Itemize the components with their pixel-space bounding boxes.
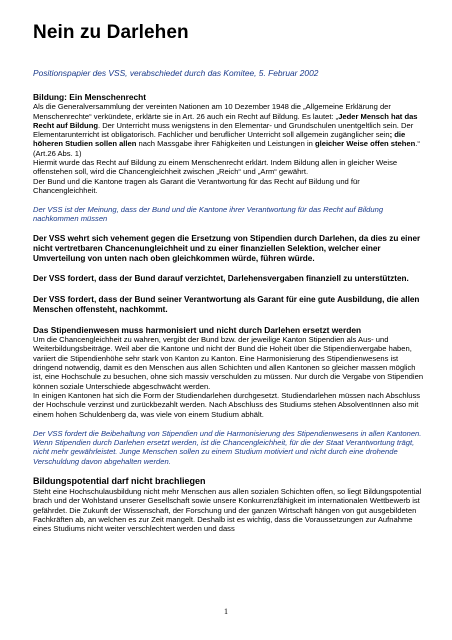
bold-text-run: gleicher Weise offen stehen	[314, 139, 416, 149]
section-heading: Bildungspotential darf nicht brachliegen	[33, 476, 206, 487]
text-run: Als die Generalversammlung der vereinten Nationen am 10 Dezember 1948 die „Allgemeine Erklärung der Menschenrechte“ verkündete, erklärte sie in Art. 26 auch ein Recht auf Bildung. Es lautet: „	[33, 102, 391, 121]
document-body	[33, 92, 425, 534]
paragraph: Steht eine Hochschulausbildung nicht mehr Menschen aus allen sozialen Schichten offen, so liegt Bildungspotential brach und der Wohlstand unserer Gesellschaft sowie unsere Konkurrenzfähigkeit im internationalen Wettbewerb ist gefährdet. Die Zukunft der Wissenschaft, der Forschung und der ganzen Wirtschaft hängen von gut ausgebildeten Fachkräften ab, an welchen es zur Zeit mangelt. Deshalb ist es wichtig, dass die Voraussetzungen zur Aufnahme eines Studiums nicht weiter verschlechtert werden und dass	[33, 487, 422, 534]
bold-text-run: Jeder Mensch hat das Recht auf Bildung	[33, 111, 418, 130]
section-heading: Bildung: Ein Menschenrecht	[33, 92, 147, 102]
page-title: Nein zu Darlehen	[33, 22, 189, 43]
paragraph: In einigen Kantonen hat sich die Form der Studiendarlehen durchgesetzt. Studiendarlehen müssen nach Abschluss der Hochschule verzinst und zurückbezahlt werden. Nach Abschluss des Studiums stehen AbsolventInnen also mit einem hohen Schuldenberg da, was viele von einem Studium abhält.	[33, 390, 421, 419]
paragraph: Hiermit wurde das Recht auf Bildung zu einem Menschenrecht erklärt. Indem Bildung allen in gleicher Weise offenstehen soll, wird die Chancengleichheit zwischen „Reich“ und „Arm“ gewährt.	[33, 157, 398, 177]
section-heading: Das Stipendienwesen muss harmonisiert und nicht durch Darlehen ersetzt werden	[33, 324, 362, 335]
demand-paragraph: Der VSS fordert, dass der Bund darauf verzichtet, Darlehensvergaben finanziell zu unterstützten.	[33, 274, 409, 284]
position-statement: Der VSS ist der Meinung, dass der Bund und die Kantone ihrer Verantwortung für das Recht auf Bildung nachkommen müssen	[33, 205, 384, 224]
demand-paragraph: Der VSS fordert, dass der Bund seiner Verantwortung als Garant für eine gute Ausbildung, die allen Menschen offensteht, nachkommt.	[33, 294, 420, 314]
page-number: 1	[224, 607, 228, 616]
paragraph: Um die Chancengleichheit zu wahren, vergibt der Bund bzw. der jeweilige Kanton Stipendien als Aus- und Weiterbildungsbeiträge. Weil aber die Kantone und nicht der Bund die Hoheit über die Stipendienvergabe haben, variiert die Stipendienhöhe sehr stark von Kanton zu Kanton. Eine Harmonisierung des Stipendienwesens ist dringend notwendig, damit es den Menschen aus allen Schichten und allen Kantonen so gleicher massen möglich ist, eine Hochschule zu besuchen, ohne sich massiv verschulden zu müssen. Nur durch die Vergabe von Stipendien können soziale Unterschiede abgeschwächt werden.	[33, 335, 424, 391]
bold-text-run: ; die höheren Studien sollen allen	[33, 130, 406, 149]
subtitle: Positionspapier des VSS, verabschiedet durch das Komitee, 5. Februar 2002	[33, 68, 319, 78]
demand-paragraph: Der VSS wehrt sich vehement gegen die Ersetzung von Stipendien durch Darlehen, da dies zu einer nicht vertretbaren Chancenungleichheit und zu einer finanziellen Selektion, welcher einer Umverteilung von unten nach oben gleichkommen würde, führen würde.	[33, 233, 421, 264]
position-statement: Der VSS fordert die Beibehaltung von Stipendien und die Harmonisierung des Stipendienwesens in allen Kantonen. Wenn Stipendien durch Darlehen ersetzt werden, ist die Chancengleichheit, für die der Staat Verantwortung trägt, nicht mehr gewährleistet. Junge Menschen sollen zu einem Studium motiviert und nicht durch eine drohende Verschuldung davon abgehalten werden.	[33, 428, 422, 466]
text-run: nach Massgabe ihrer Fähigkeiten und Leistungen in	[136, 139, 315, 149]
text-run: . Der Unterricht muss wenigstens in den Elementar- und Grundschulen unentgeltlich sein. Der Elementarunterricht ist obligatorisch. Fachlicher und beruflicher Unterricht soll allgemein zugänglicher sein	[33, 120, 414, 140]
paragraph: Der Bund und die Kantone tragen als Garant die Verantwortung für das Recht auf Bildung und für Chancengleichheit.	[33, 176, 360, 195]
paragraph	[33, 102, 425, 158]
text-run: .“ (Art.26 Abs. 1)	[33, 139, 420, 158]
